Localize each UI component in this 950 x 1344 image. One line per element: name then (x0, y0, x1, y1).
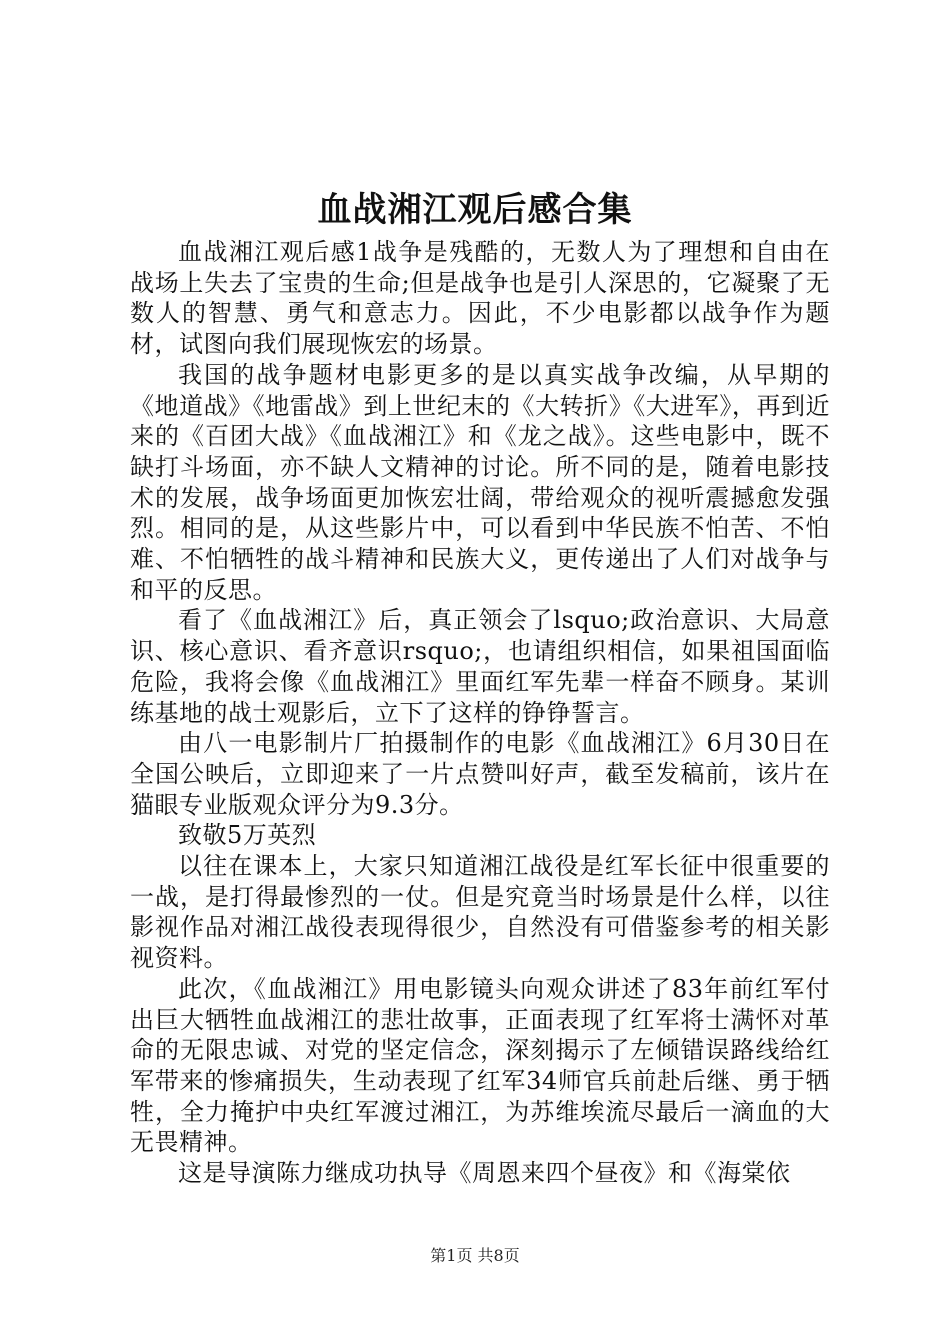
section-heading: 致敬5万英烈 (178, 821, 317, 850)
paragraph-6: 此次，《血战湘江》用电影镜头向观众讲述了83年前红军付出巨大牺牲血战湘江的悲壮故事，正面表现了红军将士满怀对革命的无限忠诚、对党的坚定信念，深刻揭示了左倾错误路线给红军带来的惨痛损失，生动表现了红军34师官兵前赴后继、勇于牺牲，全力掩护中央红军渡过湘江，为苏维埃流尽最后一滴血的大无畏精神。 (130, 974, 830, 1157)
paragraph-7: 这是导演陈力继成功执导《周恩来四个昼夜》和《海棠依 (178, 1159, 791, 1188)
paragraph-1: 血战湘江观后感1战争是残酷的，无数人为了理想和自由在战场上失去了宝贵的生命;但是战争也是引人深思的，它凝聚了无数人的智慧、勇气和意志力。因此，不少电影都以战争作为题材，试图向我们展现恢宏的场景。 (130, 238, 830, 359)
paragraph-2: 我国的战争题材电影更多的是以真实战争改编，从早期的《地道战》《地雷战》到上世纪末的《大转折》《大进军》，再到近来的《百团大战》《血战湘江》和《龙之战》。这些电影中，既不缺打斗场面，亦不缺人文精神的讨论。所不同的是，随着电影技术的发展，战争场面更加恢宏壮阔，带给观众的视听震撼愈发强烈。相同的是，从这些影片中，可以看到中华民族不怕苦、不怕难、不怕牺牲的战斗精神和民族大义，更传递出了人们对战争与和平的反思。 (130, 360, 830, 604)
paragraph-4: 由八一电影制片厂拍摄制作的电影《血战湘江》6月30日在全国公映后，立即迎来了一片点赞叫好声，截至发稿前，该片在猫眼专业版观众评分为9.3分。 (130, 729, 830, 819)
document-body (130, 237, 830, 1189)
paragraph-3: 看了《血战湘江》后，真正领会了lsquo;政治意识、大局意识、核心意识、看齐意识rsquo;，也请组织相信，如果祖国面临危险，我将会像《血战湘江》里面红军先辈一样奋不顾身。某训练基地的战士观影后，立下了这样的铮铮誓言。 (130, 606, 830, 727)
page-title: 血战湘江观后感合集 (317, 190, 633, 230)
paragraph-5: 以往在课本上，大家只知道湘江战役是红军长征中很重要的一战，是打得最惨烈的一仗。但是究竟当时场景是什么样，以往影视作品对湘江战役表现得很少，自然没有可借鉴参考的相关影视资料。 (130, 852, 830, 973)
page-footer: 第1页 共8页 (430, 1246, 520, 1265)
